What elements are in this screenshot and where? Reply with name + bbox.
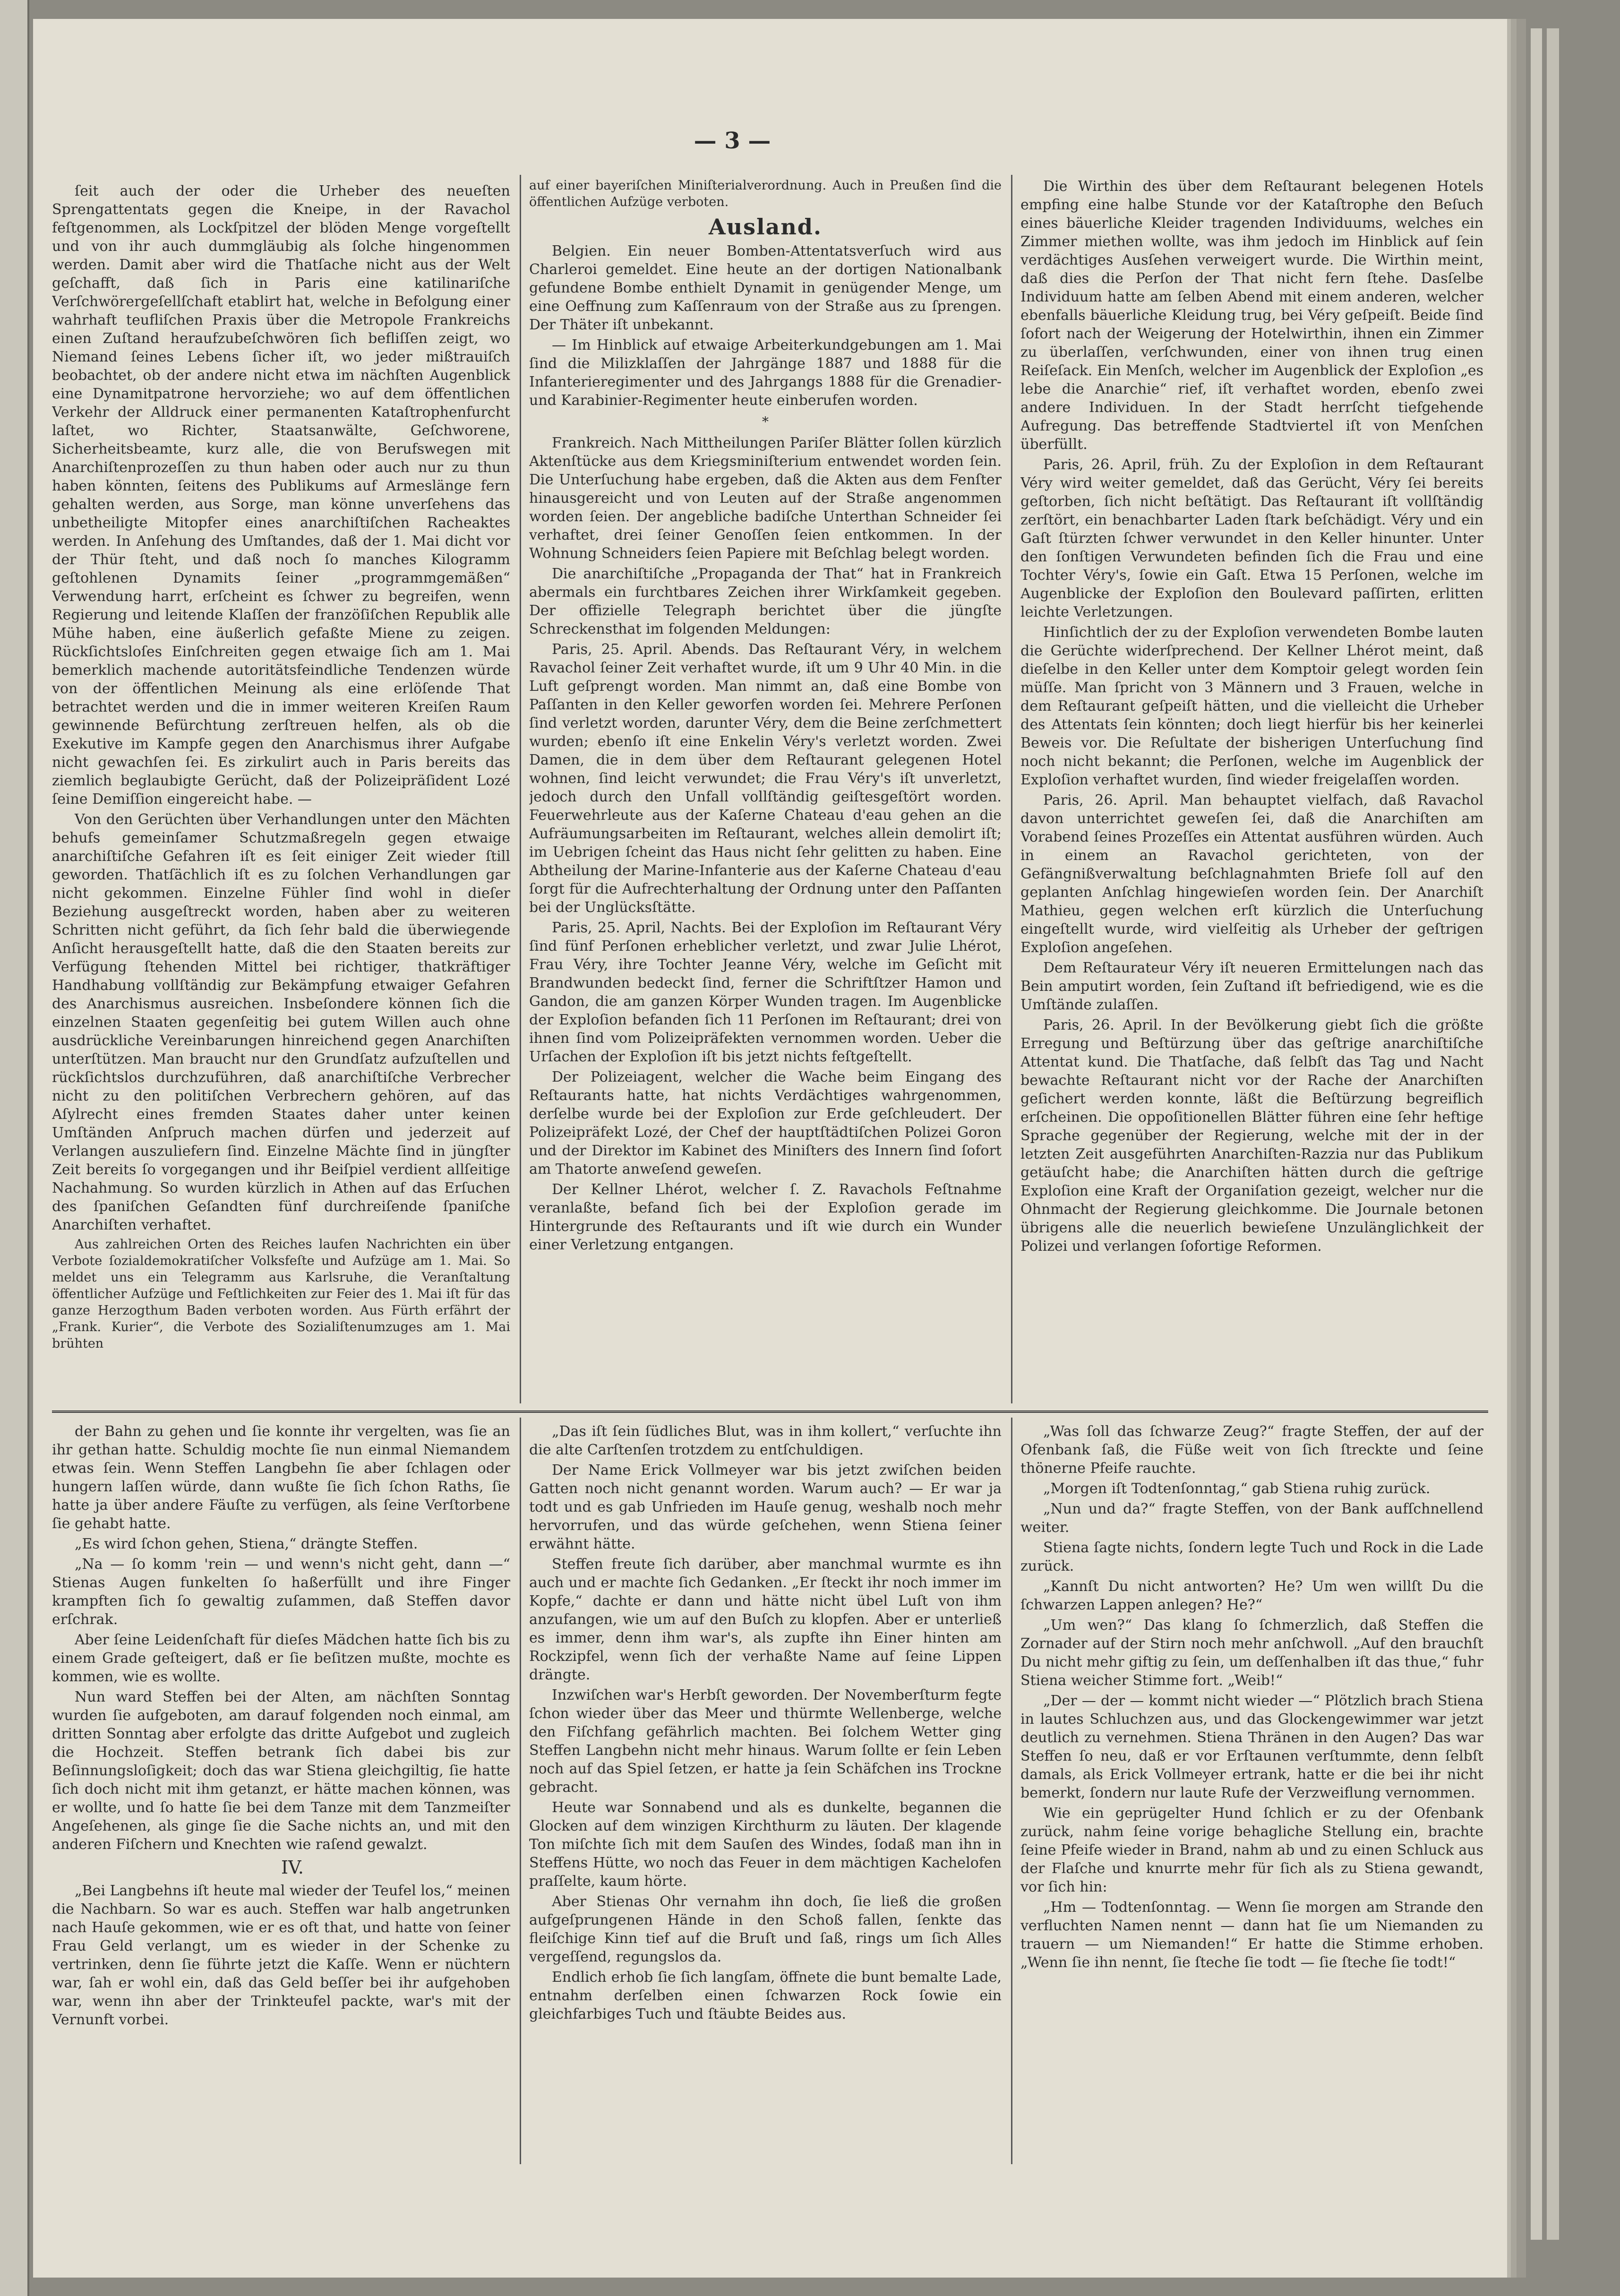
article-paragraph: Dem Reſtaurateur Véry iſt neueren Ermittelungen nach das Bein amputirt worden, ſein Zuſtand iſt befriedigend, wie es die Umſtände zulaſſen. [1020,960,1483,1013]
article-paragraph: Der Name Erick Vollmeyer war bis jetzt zwiſchen beiden Gatten noch nicht genannt worden. Warum auch? — Er war ja todt und es gab Unfrieden im Hauſe genug, weshalb noch mehr hervorrufen, und das würde geſchehen, wenn Stiena ſeiner erwähnt hätte. [529,1462,1002,1552]
article-paragraph: „Das iſt ſein ſüdliches Blut, was in ihm kollert,“ verſuchte ihn die alte Carſtenſen trotzdem zu entſchuldigen. [529,1423,1002,1458]
article-paragraph: Aber Stienas Ohr vernahm ihn doch, ſie ließ die großen aufgeſprungenen Hände in den Schoß fallen, ſenkte das fleiſchige Kinn tief auf die Bruſt und ſaß, rings um ſich Alles vergeſſend, regungslos da. [529,1893,1002,1965]
article-paragraph: Aus zahlreichen Orten des Reiches laufen Nachrichten ein über Verbote ſozialdemokratiſcher Volksfeſte und Aufzüge am 1. Mai. So meldet uns ein Telegramm aus Karlsruhe, die Veranſtaltung öffentlicher Aufzüge und Feſtlichkeiten zur Feier des 1. Mai iſt für das ganze Herzogthum Baden verboten worden. Aus Fürth erfährt der „Frank. Kurier“, die Verbote des Sozialiſtenumzuges am 1. Mai brühten [52,1237,510,1351]
article-paragraph: Paris, 25. April. Abends. Das Reſtaurant Véry, in welchem Ravachol ſeiner Zeit verhaftet wurde, iſt um 9 Uhr 40 Min. in die Luft geſprengt worden. Man nimmt an, daß eine Bombe von Paſſanten in den Keller geworfen worden ſei. Mehrere Perſonen ſind verletzt worden, darunter Véry, dem die Beine zerſchmettert wurden; ebenſo iſt eine Enkelin Véry's verletzt worden. Zwei Damen, die in dem über dem Reſtaurant gelegenen Hotel wohnen, ſind leicht verwundet; die Frau Véry's iſt unverletzt, jedoch durch den Unfall vollſtändig geiſtesgeſtört worden. Feuerwehrleute aus der Kaſerne Chateau d'eau gehen an die Aufräumungsarbeiten im Reſtaurant, welches allein demolirt iſt; im Uebrigen ſcheint das Haus nicht ſehr gelitten zu haben. Eine Abtheilung der Marine-Infanterie aus der Kaſerne Chateau d'eau ſorgt für die Aufrechterhaltung der Ordnung unter den Paſſanten bei der Unglücksſtätte. [529,641,1002,916]
article-paragraph: Belgien. Ein neuer Bomben-Attentatsverſuch wird aus Charleroi gemeldet. Eine heute an der dortigen Nationalbank gefundene Bombe enthielt Dynamit in genügender Menge, um eine Oeffnung zum Kaſſenraum von der Straße aus zu ſprengen. Der Thäter iſt unbekannt. [529,243,1002,333]
column-divider [520,175,521,1403]
column-left-news [52,182,510,1403]
section-heading-ausland: Ausland. [709,214,822,240]
column-divider [1011,1418,1012,2164]
feuilleton-column-middle [529,1422,1002,2164]
article-paragraph: „Nun und da?“ fragte Steffen, von der Bank aufſchnellend weiter. [1020,1501,1483,1536]
article-paragraph: „Kannſt Du nicht antworten? He? Um wen willſt Du die ſchwarzen Lappen anlegen? He?“ [1020,1578,1483,1613]
article-paragraph: der Bahn zu gehen und ſie konnte ihr vergelten, was ſie an ihr gethan hatte. Schuldig mochte ſie nun einmal Niemandem etwas ſein. Wenn Steffen Langbehn ſie aber ſchlagen oder hungern laſſen würde, dann wußte ſie ſich ſchon Raths, ſie hatte ja über andere Fäuſte zu verfügen, als ſeine Verſtorbene ſie gehabt hatte. [52,1423,510,1532]
adjacent-page-edge [0,0,29,2296]
column-middle-news [529,177,1002,1406]
article-paragraph: „Hm — Todtenſonntag. — Wenn ſie morgen am Strande den verfluchten Namen nennt — dann hat ſie um Niemanden zu trauern — um Niemanden!“ Er hatte die Stimme erhoben. „Wenn ſie ihn nennt, ſie ſteche ſie todt — ſie ſteche ſie todt!“ [1020,1899,1483,1971]
article-paragraph: Wie ein geprügelter Hund ſchlich er zu der Ofenbank zurück, nahm ſeine vorige behagliche Stellung ein, brachte ſeine Pfeife wieder in Brand, nahm ab und zu einen Schluck aus der Flaſche und knurrte mehr für ſich als zu Stiena gewandt, vor ſich hin: [1020,1805,1483,1895]
continued-text: auf einer bayeriſchen Miniſterialverordnung. Auch in Preußen ſind die öffentlichen Aufzüge verboten. [529,178,1002,209]
feuilleton-column-left [52,1422,510,2164]
page-number: — 3 — [694,128,771,154]
article-paragraph: Inzwiſchen war's Herbſt geworden. Der Novemberſturm fegte ſchon wieder über das Meer und thürmte Wellenberge, welche den Fiſchfang gefährlich machten. Bei ſolchem Wetter ging Steffen Langbehn nicht mehr hinaus. Warum ſollte er ſein Leben noch auf das Spiel ſetzen, er hatte ja ſein Schäfchen ins Trockne gebracht. [529,1687,1002,1796]
article-paragraph: „Bei Langbehns iſt heute mal wieder der Teufel los,“ meinen die Nachbarn. So war es auch. Steffen war halb angetrunken nach Hauſe gekommen, wie er es oft that, und hatte von ſeiner Frau Geld verlangt, um es wieder in der Schenke zu vertrinken, denn ſie führte jetzt die Kaſſe. Wenn er nüchtern war, ſah er wohl ein, daß das Geld beſſer bei ihr aufgehoben war, wenn ihn aber der Trinkteufel packte, war's mit der Vernunft vorbei. [52,1883,510,2028]
article-paragraph: Paris, 26. April. In der Bevölkerung giebt ſich die größte Erregung und Beſtürzung über das geſtrige anarchiſtiſche Attentat kund. Die Thatſache, daß ſelbſt das Tag und Nacht bewachte Reſtaurant nicht vor der Rache der Anarchiſten geſichert werden konnte, läßt die Beſtürzung begreiflich erſcheinen. Die oppoſitionellen Blätter führen eine ſehr heftige Sprache gegenüber der Regierung, welche mit der in der letzten Zeit ausgeführten Anarchiſten-Razzia nur das Publikum getäuſcht habe; die Anarchiſten hätten durch die geſtrige Exploſion eine Kraft der Organiſation gezeigt, welcher nur die Ohnmacht der Regierung gleichkomme. Die Journale betonen übrigens alle die neuerlich bewieſene Unzulänglichkeit der Polizei und verlangen ſofortige Reformen. [1020,1017,1483,1255]
article-paragraph: „Was ſoll das ſchwarze Zeug?“ fragte Steffen, der auf der Ofenbank ſaß, die Füße weit von ſich ſtreckte und ſeine thönerne Pfeife rauchte. [1020,1423,1483,1477]
separator-asterisk: * [762,414,769,430]
page-stack-edge [1512,28,1525,2240]
article-paragraph: Die anarchiſtiſche „Propaganda der That“ hat in Frankreich abermals ein furchtbares Zeichen ihrer Wirkſamkeit gegeben. Der offizielle Telegraph berichtet über die jüngſte Schreckensthat im folgenden Meldungen: [529,566,1002,637]
column-divider [520,1418,521,2164]
article-paragraph: „Morgen iſt Todtenſonntag,“ gab Stiena ruhig zurück. [1043,1480,1431,1497]
article-paragraph: Steffen freute ſich darüber, aber manchmal wurmte es ihn auch und er machte ſich Gedanken. „Er ſteckt ihr noch immer im Kopfe,“ dachte er dann und hätte nicht übel Luſt von ihm anzufangen, wie um auf den Buſch zu klopfen. Aber er unterließ es immer, denn ihm war's, als zupfte ihn Einer hinten am Rockzipfel, wenn ſich der verhaßte Name auf ſeine Lippen drängte. [529,1556,1002,1683]
page-stack-edge [1531,28,1542,2240]
article-paragraph: Der Polizeiagent, welcher die Wache beim Eingang des Reſtaurants hatte, hat nichts Verdächtiges wahrgenommen, derſelbe wurde bei der Exploſion zur Erde geſchleudert. Der Polizeipräfekt Lozé, der Chef der hauptſtädtiſchen Polizei Goron und der Direktor im Kabinet des Miniſters des Innern ſind ſofort am Thatorte anweſend geweſen. [529,1069,1002,1178]
page-stack-edge [1547,28,1559,2240]
article-paragraph: ſeit auch der oder die Urheber des neueſten Sprengattentats gegen die Kneipe, in der Ravachol feſtgenommen, als Lockſpitzel der blöden Menge vorgeſtellt und von ihr auch dummgläubig als ſolche hingenommen werden. Damit aber wird die Thatſache nicht aus der Welt geſchafft, daß ſich in Paris eine katilinariſche Verſchwörergeſellſchaft etablirt hat, welche in Befolgung einer wahrhaft teufliſchen Praxis über die Metropole Frankreichs einen Zuſtand heraufzubeſchwören ſich befliſſen zeigt, wo Niemand ſeines Lebens ſicher iſt, wo jeder mißtrauiſch beobachtet, ob der andere nicht etwa im nächſten Augenblick eine Dynamitpatrone hervorziehe; wo auf dem öffentlichen Verkehr der Alldruck einer permanenten Kataſtrophenfurcht laſtet, wo Richter, Staatsanwälte, Geſchworene, Sicherheitsbeamte, kurz alle, die von Berufswegen mit Anarchiſtenprozeſſen zu thun haben oder auch nur zu thun haben könnten, ſeitens des Publikums auf Armeslänge fern gehalten werden, aus Sorge, man könne unverſehens das unbetheiligte Mitopfer eines anarchiſtiſchen Racheaktes werden. In Anſehung des Umſtandes, daß der 1. Mai dicht vor der Thür ſteht, und daß noch ſo manches Kilogramm geſtohlenen Dynamits ſeiner „programmgemäßen“ Verwendung harrt, erſcheint es ſchwer zu begreifen, wenn Regierung und leitende Klaſſen der franzöſiſchen Republik alle Mühe haben, eine äußerlich gefaßte Miene zu zeigen. Rückſichtsloſes Einſchreiten gegen etwaige ſich am 1. Mai bemerklich machende autoritätsfeindliche Tendenzen würde von der öffentlichen Meinung als eine erlöſende That betrachtet werden und die in immer weiteren Kreiſen Raum gewinnende Befürchtung zerſtreuen helfen, als ob die Exekutive im Kampfe gegen den Anarchismus ihrer Aufgabe nicht gewachſen ſei. Es zirkulirt auch in Paris bereits das ziemlich beglaubigte Gerücht, daß der Polizeipräſident Lozé ſeine Demiſſion eingereicht habe. — [52,183,510,808]
feuilleton-rule [52,1410,1488,1413]
article-paragraph: Aber ſeine Leidenſchaft für dieſes Mädchen hatte ſich bis zu einem Grade geſteigert, daß er ſie beſitzen mußte, mochte es kommen, wie es wollte. [52,1632,510,1685]
article-paragraph: „Der — der — kommt nicht wieder —“ Plötzlich brach Stiena in lautes Schluchzen aus, und das Glockengewimmer war jetzt deutlich zu vernehmen. Stiena Thränen in den Augen? Das war Steffen ſo neu, daß er vor Erſtaunen verſtummte, denn ſelbſt damals, als Erick Vollmeyer ertrank, hatte er die bei ihr nicht bemerkt, ſondern nur laute Rufe der Verzweiflung vernommen. [1020,1693,1483,1801]
article-paragraph: Paris, 25. April, Nachts. Bei der Exploſion im Reſtaurant Véry ſind fünf Perſonen erheblicher verletzt, und zwar Julie Lhérot, Frau Véry, ihre Tochter Jeanne Véry, welche im Geſicht mit Brandwunden bedeckt ſind, ferner die Schriftſtzer Hamon und Gandon, die am ganzen Körper Wunden tragen. Im Augenblicke der Exploſion befanden ſich 11 Perſonen im Reſtaurant; drei von ihnen ſind vom Polizeipräfekten vernommen worden. Ueber die Urſachen der Exploſion iſt bis jetzt nichts feſtgeſtellt. [529,920,1002,1065]
article-paragraph: Paris, 26. April. Man behauptet vielfach, daß Ravachol davon unterrichtet geweſen ſei, daß die Anarchiſten am Vorabend ſeines Prozeſſes ein Attentat ausführen würden. Auch in einem an Ravachol gerichteten, von der Gefängnißverwaltung beſchlagnahmten Briefe ſoll auf den geplanten Anſchlag hingewieſen worden ſein. Der Anarchiſt Mathieu, gegen welchen erſt kürzlich die Unterſuchung eingeſtellt wurde, wird vielſeitig als Urheber der geſtrigen Exploſion angeſehen. [1020,792,1483,956]
article-paragraph: — Im Hinblick auf etwaige Arbeiterkundgebungen am 1. Mai ſind die Milizklaſſen der Jahrgänge 1887 und 1888 für die Infanterieregimenter und des Jahrgangs 1888 für die Grenadier- und Karabinier-Regimenter heute einberufen worden. [529,337,1002,409]
article-paragraph: Stiena ſagte nichts, ſondern legte Tuch und Rock in die Lade zurück. [1020,1539,1483,1574]
column-divider [1011,175,1012,1403]
article-paragraph: Frankreich. Nach Mittheilungen Pariſer Blätter ſollen kürzlich Aktenſtücke aus dem Kriegsminiſterium entwendet worden ſein. Die Unterſuchung habe ergeben, daß die Akten aus dem Fenſter hinausgereicht und von Leuten auf der Straße angenommen worden ſeien. Der angebliche badiſche Unterthan Schneider ſei verhaftet, drei ſeiner Genoſſen ſeien entkommen. In der Wohnung Schneiders ſeien Papiere mit Beſchlag belegt worden. [529,435,1002,562]
article-paragraph: Der Kellner Lhérot, welcher ſ. Z. Ravachols Feſtnahme veranlaßte, befand ſich bei der Exploſion gerade im Hintergrunde des Reſtaurants und iſt wie durch ein Wunder einer Verletzung entgangen. [529,1181,1002,1253]
article-paragraph: „Es wird ſchon gehen, Stiena,“ drängte Steffen. [75,1536,418,1552]
article-paragraph: „Na — ſo komm 'rein — und wenn's nicht geht, dann —“ Stienas Augen funkelten ſo haßerfüllt und ihre Finger krampften ſich ſo gewaltig zuſammen, daß Steffen davor erſchrak. [52,1556,510,1628]
feuilleton-column-right [1020,1422,1483,2164]
column-right-news [1020,177,1483,1406]
article-paragraph: Nun ward Steffen bei der Alten, am nächſten Sonntag wurden ſie aufgeboten, am darauf folgenden noch einmal, am dritten Sonntag aber erfolgte das dritte Aufgebot und zugleich die Hochzeit. Steffen betrank ſich dabei bis zur Beſinnungsloſigkeit; doch das war Stiena gleichgiltig, ſie hatte ſich doch nicht mit ihm getanzt, er hätte machen können, was er wollte, und ſo hatte ſie bei dem Tanze mit dem Tanzmeiſter Angeſehenen, als ginge ſie die Sache nichts an, und mit den anderen Fiſchern und Knechten wie raſend gewalzt. [52,1689,510,1853]
article-paragraph: Hinſichtlich der zu der Exploſion verwendeten Bombe lauten die Gerüchte widerſprechend. Der Kellner Lhérot meint, daß dieſelbe in den Keller unter dem Komptoir gelegt worden ſein müſſe. Man ſpricht von 3 Männern und 3 Frauen, welche in dem Reſtaurant geſpeiſt hätten, und die vielleicht die Urheber des Attentats ſein könnten; doch liegt hierfür bis her keinerlei Beweis vor. Die Reſultate der bisherigen Unterſuchung ſind noch nicht bekannt; die Perſonen, welche im Augenblick der Exploſion verhaftet wurden, ſind wieder freigelaſſen worden. [1020,624,1483,788]
article-paragraph: Die Wirthin des über dem Reſtaurant belegenen Hotels empfing eine halbe Stunde vor der Kataſtrophe den Beſuch eines bäuerliche Kleider tragenden Individuums, welches ein Zimmer miethen wollte, was ihm jedoch im Hinblick auf ſein verdächtiges Ausſehen verweigert wurde. Die Wirthin meint, daß dies die Perſon der That nicht fern ſtehe. Dasſelbe Individuum hatte am ſelben Abend mit einem anderen, welcher ebenfalls bäuerliche Kleidung trug, bei Véry geſpeiſt. Beide ſind ſofort nach der Weigerung der Hotelwirthin, ihnen ein Zimmer zu überlaſſen, verſchwunden, einer von ihnen trug einen Reiſeſack. Ein Menſch, welcher im Augenblick der Exploſion „es lebe die Anarchie“ rief, iſt verhaftet worden, ebenſo zwei andere Individuen. In der Stadt herrſcht tiefgehende Aufregung. Das betreffende Stadtviertel iſt von Menſchen überfüllt. [1020,178,1483,453]
chapter-number: IV. [281,1857,304,1878]
article-paragraph: „Um wen?“ Das klang ſo ſchmerzlich, daß Steffen die Zornader auf der Stirn noch mehr anſchwoll. „Auf den brauchſt Du nicht mehr giftig zu ſein, um deſſenhalben iſt das thue,“ fuhr Stiena weicher Stimme fort. „Weib!“ [1020,1617,1483,1689]
article-paragraph: Heute war Sonnabend und als es dunkelte, begannen die Glocken auf dem winzigen Kirchthurm zu läuten. Der klagende Ton miſchte ſich mit dem Sauſen des Windes, ſodaß man ihn in Steffens Hütte, wo noch das Feuer in dem mächtigen Kachelofen praſſelte, kaum hörte. [529,1799,1002,1890]
article-paragraph: Endlich erhob ſie ſich langſam, öffnete die bunt bemalte Lade, entnahm derſelben einen ſchwarzen Rock ſowie ein gleichfarbiges Tuch und ſtäubte Beides aus. [529,1969,1002,2022]
article-paragraph: Paris, 26. April, früh. Zu der Exploſion in dem Reſtaurant Véry wird weiter gemeldet, daß das Gerücht, Véry ſei bereits geſtorben, ſich nicht beſtätigt. Das Reſtaurant iſt vollſtändig zerſtört, ein benachbarter Laden ſtark beſchädigt. Véry und ein Gaſt ſtürzten ſchwer verwundet in den Keller hinunter. Unter den ſonſtigen Verwundeten befinden ſich die Frau und eine Tochter Véry's, ſowie ein Gaſt. Etwa 15 Perſonen, welche im Augenblicke der Exploſion den Boulevard paſſirten, erlitten leichte Verletzungen. [1020,456,1483,620]
article-paragraph: Von den Gerüchten über Verhandlungen unter den Mächten behufs gemeinſamer Schutzmaßregeln gegen etwaige anarchiſtiſche Gefahren iſt es ſeit einiger Zeit wieder ſtill geworden. Thatſächlich iſt es zu ſolchen Verhandlungen gar nicht gekommen. Einzelne Fühler ſind wohl in dieſer Beziehung ausgeſtreckt worden, haben aber zu weiteren Schritten nicht geführt, da ſich ſehr bald die überwiegende Anſicht herausgeſtellt hatte, daß die den Staaten bereits zur Verfügung ſtehenden Mittel bei richtiger, thatkräftiger Handhabung vollſtändig zur Bekämpfung etwaiger Gefahren des Anarchismus ausreichen. Insbeſondere können ſich die einzelnen Staaten gegenſeitig bei gutem Willen auch ohne ausdrückliche Vereinbarungen hinreichend gegen Anarchiſten unterſtützen. Man braucht nur den Grundſatz aufzuſtellen und rückſichtslos durchzuführen, daß anarchiſtiſche Verbrecher nicht zu den politiſchen Verbrechern gehören, auf das Aſylrecht eines fremden Staates daher unter keinen Umſtänden Anſpruch machen dürfen und jederzeit auf Verlangen auszuliefern ſind. Einzelne Mächte ſind in jüngſter Zeit bereits ſo vorgegangen und ihr Beiſpiel verdient allſeitige Nachahmung. So wurden kürzlich in Athen auf das Erſuchen des ſpaniſchen Geſandten fünf durchreiſende ſpaniſche Anarchiſten verhaftet. [52,811,510,1233]
